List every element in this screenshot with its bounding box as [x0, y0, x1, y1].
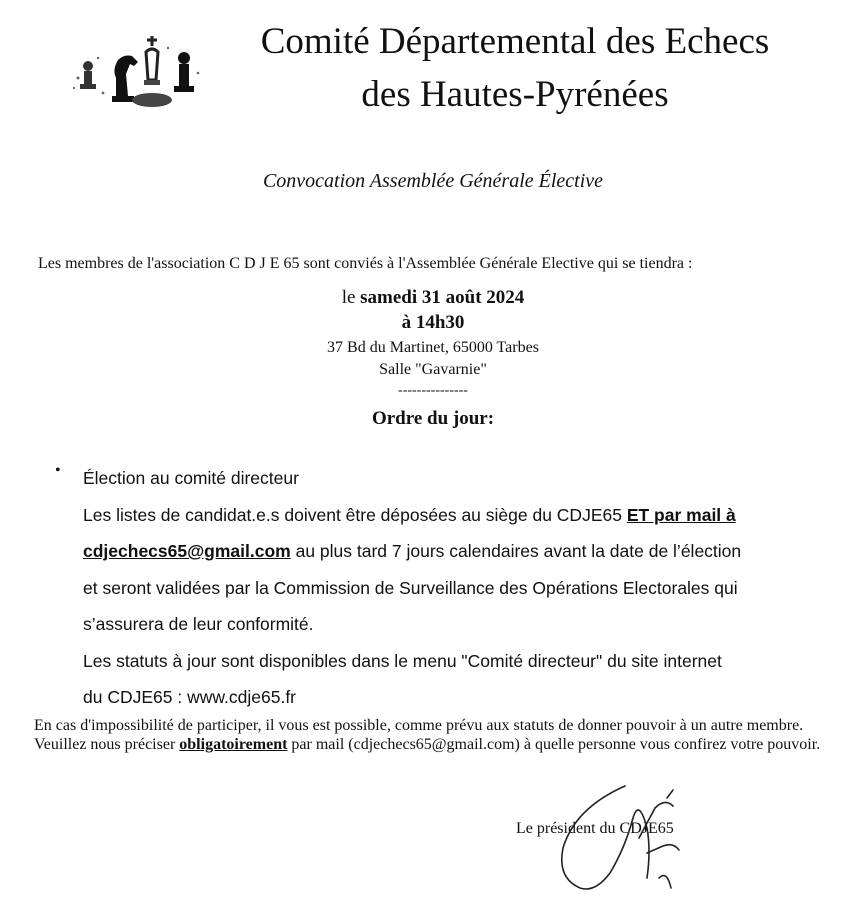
agenda-line4: s’assurera de leur conformité.	[83, 614, 314, 634]
proxy-text2: par mail (cdjechecs65@gmail.com) à quelle personne vous confirez votre pouvoir.	[287, 736, 821, 753]
chess-pieces-logo	[68, 18, 208, 114]
agenda-line5: Les statuts à jour sont disponibles dans le menu "Comité directeur" du site internet	[83, 650, 722, 671]
meeting-address: 37 Bd du Martinet, 65000 Tarbes	[327, 339, 539, 356]
document-title-line2: des Hautes-Pyrénées	[361, 74, 669, 115]
agenda-line2	[83, 533, 823, 570]
agenda-line1-emphasis: ET par mail à	[626, 504, 736, 525]
meeting-room: Salle "Gavarnie"	[379, 361, 487, 378]
agenda-block	[83, 460, 823, 716]
signature-label: Le président du CDJE65	[516, 820, 674, 837]
handwritten-signature	[555, 778, 705, 898]
bullet-icon: •	[55, 462, 61, 479]
meeting-time: à 14h30	[401, 312, 465, 333]
agenda-line3: et seront validées par la Commission de Surveillance des Opérations Electorales qui	[83, 577, 738, 598]
email-link[interactable]: cdjechecs65@gmail.com	[83, 541, 291, 561]
agenda-line2-text: au plus tard 7 jours calendaires avant la date de l’élection	[290, 541, 742, 561]
proxy-paragraph	[34, 716, 824, 754]
proxy-emphasis: obligatoirement	[179, 736, 288, 753]
intro-paragraph: Les membres de l'association C D J E 65 sont conviés à l'Assemblée Générale Elective qui se tiendra :	[38, 255, 693, 272]
document-subtitle: Convocation Assemblée Générale Élective	[262, 170, 604, 192]
agenda-item: Élection au comité directeur	[83, 468, 299, 488]
proxy-text1: En cas d'impossibilité de participer, il vous est possible, comme prévu aux statuts de donner pouvoir à un autre membre. Veuillez nous préciser	[34, 717, 804, 753]
separator: ---------------	[398, 383, 468, 398]
meeting-date-value: samedi 31 août 2024	[360, 287, 525, 308]
agenda-line1-text: Les listes de candidat.e.s doivent être déposées au siège du CDJE65	[83, 504, 627, 525]
document-title-line1: Comité Départemental des Echecs	[260, 21, 770, 62]
agenda-title: Ordre du jour:	[371, 408, 495, 429]
meeting-date	[0, 287, 866, 309]
agenda-line6: du CDJE65 : www.cdje65.fr	[83, 687, 297, 707]
agenda-line1	[83, 497, 823, 534]
meeting-date-prefix: le	[341, 287, 361, 308]
